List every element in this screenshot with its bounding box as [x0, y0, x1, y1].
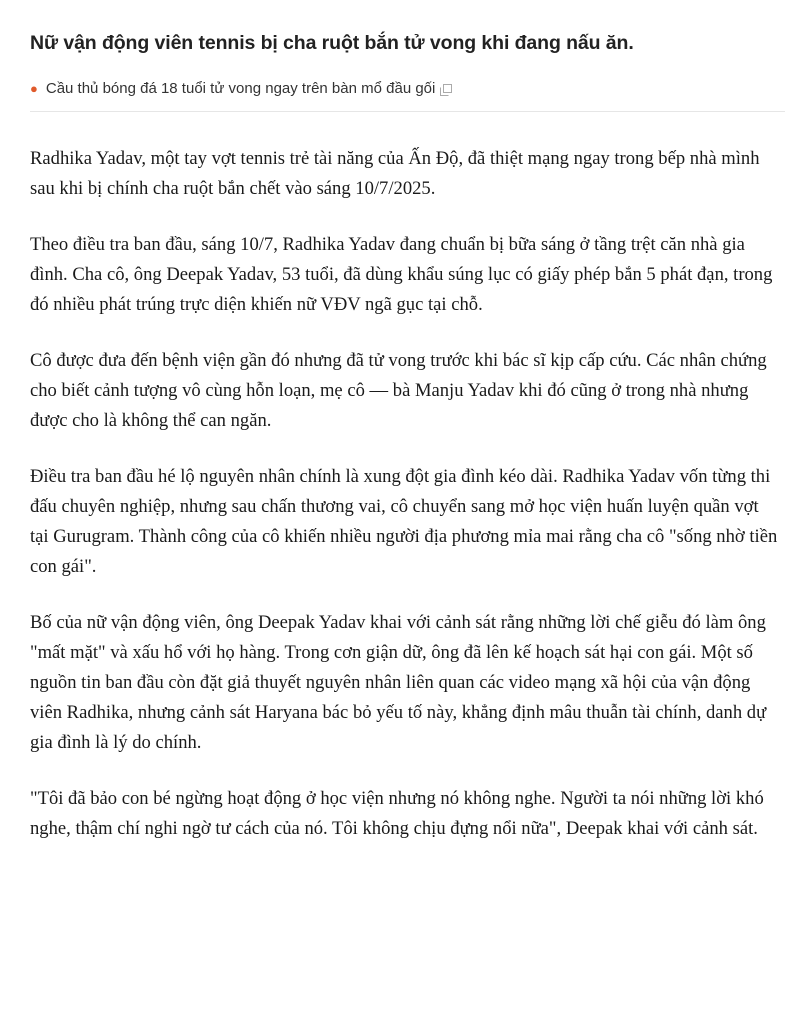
paragraph: Bố của nữ vận động viên, ông Deepak Yadav khai với cảnh sát rằng những lời chế giễu đó làm ông "mất mặt" và xấu hổ với họ hàng. Trong cơn giận dữ, ông đã lên kế hoạch sát hại con gái. Một số nguồn tin ban đầu còn đặt giả thuyết nguyên nhân liên quan các video mạng xã hội của vận động viên Radhika, nhưng cảnh sát Haryana bác bỏ yếu tố này, khẳng định mâu thuẫn tài chính, danh dự gia đình là lý do chính. [30, 612, 767, 753]
paragraph: Theo điều tra ban đầu, sáng 10/7, Radhika Yadav đang chuẩn bị bữa sáng ở tầng trệt căn nhà gia đình. Cha cô, ông Deepak Yadav, 53 tuổi, đã dùng khẩu súng lục có giấy phép bắn 5 phát đạn, trong đó nhiều phát trúng trực diện khiến nữ VĐV ngã gục tại chỗ. [30, 234, 773, 315]
article-headline: Nữ vận động viên tennis bị cha ruột bắn tử vong khi đang nấu ăn. [30, 32, 634, 54]
divider [30, 111, 785, 112]
related-article[interactable] [30, 78, 785, 98]
paragraph: Radhika Yadav, một tay vợt tennis trẻ tài năng của Ấn Độ, đã thiệt mạng ngay trong bếp nhà mình sau khi bị chính cha ruột bắn chết vào sáng 10/7/2025. [30, 148, 760, 199]
external-link-icon[interactable] [440, 83, 452, 95]
article-body [30, 144, 780, 844]
paragraph: "Tôi đã bảo con bé ngừng hoạt động ở học viện nhưng nó không nghe. Người ta nói những lời khó nghe, thậm chí nghi ngờ tư cách của nó. Tôi không chịu đựng nổi nữa", Deepak khai với cảnh sát. [30, 788, 764, 839]
bullet-icon: ● [30, 80, 38, 96]
paragraph: Điều tra ban đầu hé lộ nguyên nhân chính là xung đột gia đình kéo dài. Radhika Yadav vốn từng thi đấu chuyên nghiệp, nhưng sau chấn thương vai, cô chuyển sang mở học viện huấn luyện quần vợt tại Gurugram. Thành công của cô khiến nhiều người địa phương mỉa mai rằng cha cô "sống nhờ tiền con gái". [30, 466, 778, 577]
paragraph: Cô được đưa đến bệnh viện gần đó nhưng đã tử vong trước khi bác sĩ kịp cấp cứu. Các nhân chứng cho biết cảnh tượng vô cùng hỗn loạn, mẹ cô — bà Manju Yadav khi đó cũng ở trong nhà nhưng được cho là không thể can ngăn. [30, 350, 767, 431]
article [30, 0, 785, 870]
related-article-link[interactable]: Cầu thủ bóng đá 18 tuổi tử vong ngay trên bàn mổ đầu gối [45, 79, 436, 97]
